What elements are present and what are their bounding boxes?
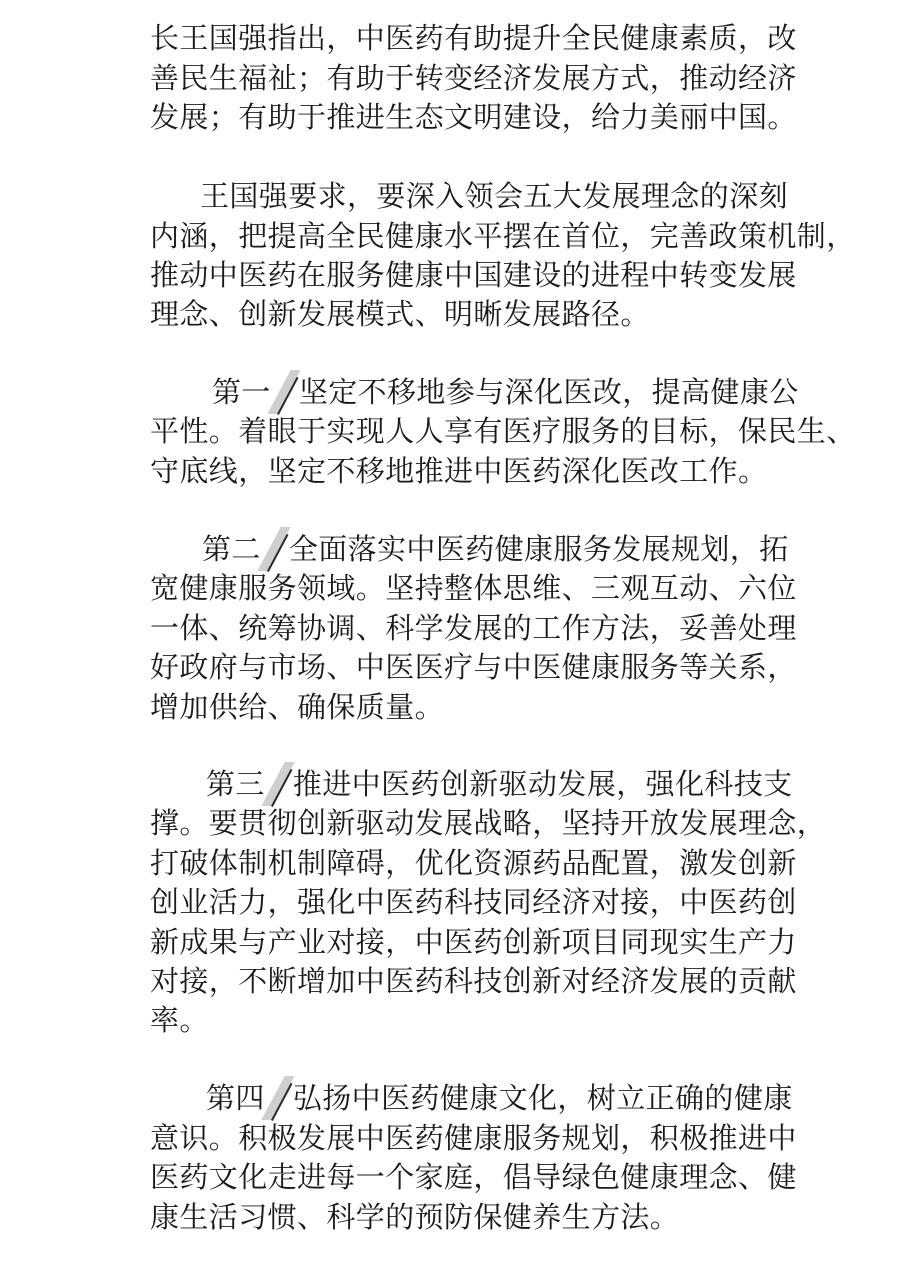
text-line: 意识。积极发展中医药健康服务规划，积极推进中 [150,1121,797,1155]
text-line: 对接，不断增加中医药科技创新对经济发展的贡献 [150,964,797,998]
text-line: 内涵，把提高全民健康水平摆在首位，完善政策机制， [150,219,856,253]
text-line: 平性。着眼于实现人人享有医疗服务的目标，保民生、 [150,414,856,448]
point-heading-text: 全面落实中医药健康服务发展规划，拓 [288,532,789,566]
text-line: 好政府与市场、中医医疗与中医健康服务等关系， [150,650,797,684]
text-line: 撑。要贯彻创新驱动发展战略，坚持开放发展理念， [150,806,827,840]
point-heading-text: 坚定不移地参与深化医改，提高健康公 [298,375,799,409]
slash-mark-icon [271,372,299,412]
text-line: 打破体制机制障碍，优化资源药品配置，激发创新 [150,846,797,880]
text-line: 率。 [150,1003,209,1037]
text-line: 守底线，坚定不移地推进中医药深化医改工作。 [150,454,768,488]
text-line: 王国强要求，要深入领会五大发展理念的深刻 [200,179,789,213]
point-heading: 第二 [202,532,261,566]
text-line: 一体、统筹协调、科学发展的工作方法，妥善处理 [150,611,797,645]
point-heading-text: 推进中医药创新驱动发展，强化科技支 [292,767,793,801]
text-line [206,764,793,804]
text-line [202,529,789,569]
text-line [212,372,799,412]
text-line: 创业活力，强化中医药科技同经济对接，中医药创 [150,885,797,919]
text-line: 宽健康服务领域。坚持整体思维、三观互动、六位 [150,571,797,605]
text-line: 理念、创新发展模式、明晰发展路径。 [150,297,650,331]
text-line: 康生活习惯、科学的预防保健养生方法。 [150,1200,680,1234]
point-heading: 第四 [206,1081,265,1115]
text-line: 善民生福祉；有助于转变经济发展方式，推动经济 [150,61,797,95]
text-line: 长王国强指出，中医药有助提升全民健康素质，改 [150,21,797,55]
text-line: 增加供给、确保质量。 [150,690,445,724]
slash-mark-icon [265,764,293,804]
text-line [206,1078,793,1118]
text-line: 医药文化走进每一个家庭，倡导绿色健康理念、健 [150,1160,797,1194]
point-heading: 第一 [212,375,271,409]
text-line: 发展；有助于推进生态文明建设，给力美丽中国。 [150,100,797,134]
text-line: 推动中医药在服务健康中国建设的进程中转变发展 [150,258,797,292]
slash-mark-icon [265,1078,293,1118]
text-line: 新成果与产业对接，中医药创新项目同现实生产力 [150,925,797,959]
slash-mark-icon [261,529,289,569]
point-heading: 第三 [206,767,265,801]
point-heading-text: 弘扬中医药健康文化，树立正确的健康 [292,1081,793,1115]
